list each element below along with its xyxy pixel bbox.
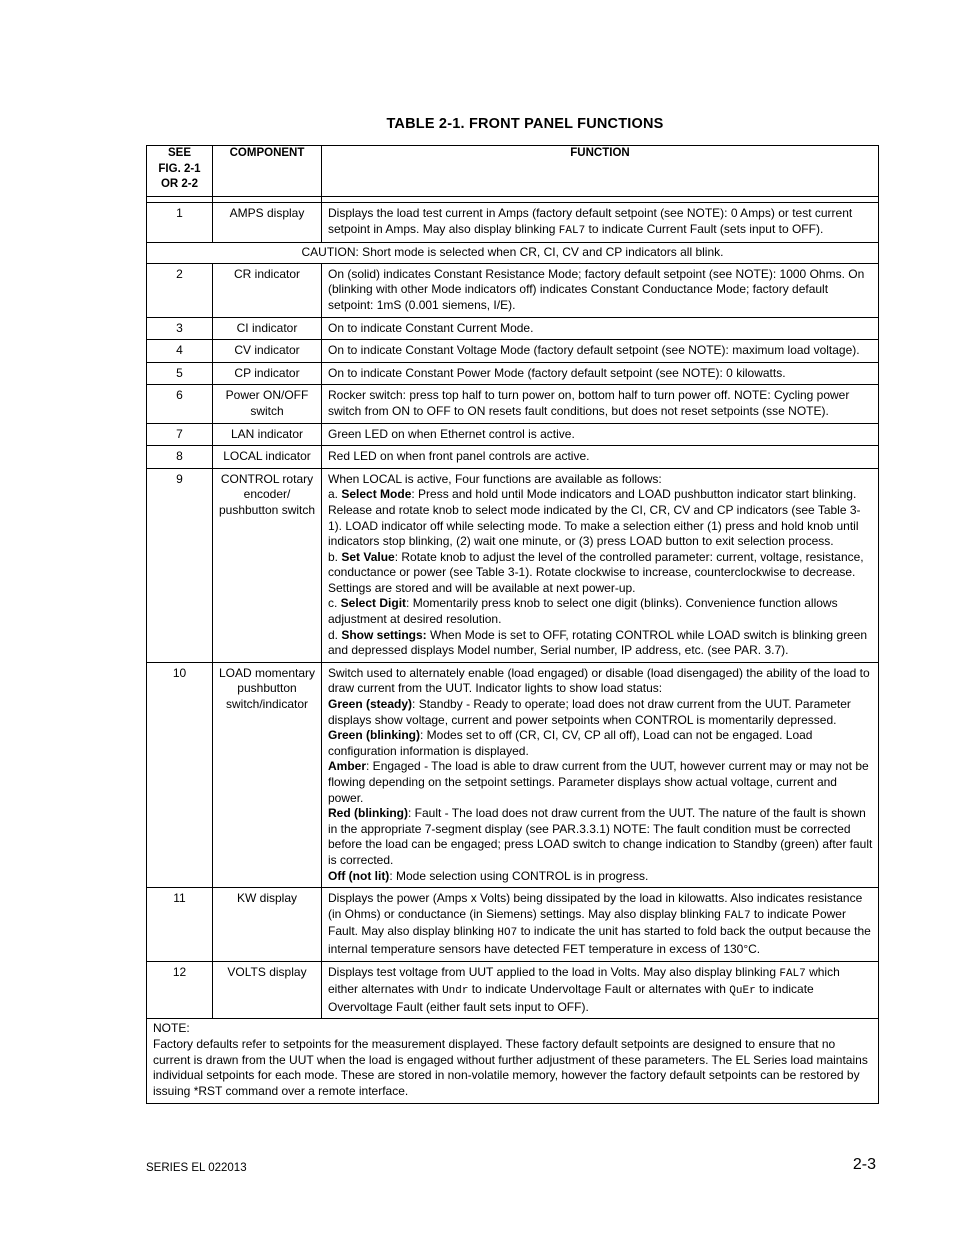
note-row bbox=[147, 1019, 879, 1104]
row-number: 5 bbox=[147, 362, 213, 385]
row-number: 12 bbox=[147, 961, 213, 1019]
function-item: c. Select Digit: Momentarily press knob to select one digit (blinks). Convenience function allows adjustment at desired resolution. bbox=[328, 596, 838, 627]
note-label: NOTE: bbox=[153, 1021, 190, 1036]
function-item: b. Set Value: Rotate knob to adjust the level of the controlled parameter: current, voltage, resistance, conductance or power (see Table 3-1). Rotate clockwise to increase, counterclockwise to decrease. Settings are stored and will be available at next power-up. bbox=[328, 549, 864, 595]
row-function: Displays the power (Amps x Volts) being dissipated by the load in kilowatts. Also indicates resistance (in Ohms) or conductance (in Siemens) settings. May also display blinking FAL7 to indicate Power Fault. May also display blinking HO7 to indicate the unit has started to fold back the output because the internal temperature sensors have detected FET temperature in excess of 130°C. bbox=[322, 888, 879, 961]
function-item: d. Show settings: When Mode is set to OFF, rotating CONTROL while LOAD switch is blinking green and depressed displays Model number, Serial number, IP address, etc. (see PAR. 3.7). bbox=[328, 627, 868, 658]
table-row bbox=[147, 961, 879, 1019]
header-function: FUNCTION bbox=[322, 146, 879, 197]
status-item: Amber: Engaged - The load is able to draw current from the UUT, however current may or may not be flowing depending on the setpoint settings. Parameter displays show actual voltage, current and power. bbox=[328, 759, 869, 805]
note-cell bbox=[147, 1019, 879, 1104]
row-function: On to indicate Constant Voltage Mode (factory default setpoint (see NOTE): maximum load voltage). bbox=[322, 340, 879, 363]
row-component: CP indicator bbox=[213, 362, 322, 385]
fault-code: QuEr bbox=[729, 985, 756, 998]
caution-text: CAUTION: Short mode is selected when CR, CI, CV and CP indicators all blink. bbox=[147, 243, 879, 264]
table-row bbox=[147, 263, 879, 317]
row-number: 1 bbox=[147, 203, 213, 243]
row-number: 11 bbox=[147, 888, 213, 961]
row-number: 6 bbox=[147, 385, 213, 423]
table-row bbox=[147, 203, 879, 243]
status-item: Green (steady): Standby - Ready to operate; load does not draw current from the UUT. Parameter displays show voltage, current and power setpoints when CONTROL is momentarily depressed. bbox=[328, 697, 851, 727]
table-row bbox=[147, 362, 879, 385]
row-component: KW display bbox=[213, 888, 322, 961]
page-number: 2-3 bbox=[852, 1156, 876, 1173]
footer-series: SERIES EL 022013 bbox=[146, 1162, 247, 1174]
table-row bbox=[147, 662, 879, 887]
row-function: On (solid) indicates Constant Resistance Mode; factory default setpoint (see NOTE): 1000 Ohms. On (blinking with other Mode indicators off) indicates Constant Conductance Mode; factory default setpoint: 1mS (0.001 siemens, I/E). bbox=[322, 263, 879, 317]
header-or-line: OR 2-2 bbox=[160, 178, 199, 191]
row-function: On to indicate Constant Current Mode. bbox=[322, 317, 879, 340]
row-function: On to indicate Constant Power Mode (factory default setpoint (see NOTE): 0 kilowatts. bbox=[322, 362, 879, 385]
page-title: TABLE 2-1. FRONT PANEL FUNCTIONS bbox=[386, 116, 664, 132]
header-component: COMPONENT bbox=[213, 146, 322, 197]
front-panel-functions-table bbox=[146, 145, 879, 1104]
row-function: Rocker switch: press top half to turn power on, bottom half to turn power off. NOTE: Cycling power switch from ON to OFF to ON resets fault conditions, but does not reset setpoints (sse NOTE). bbox=[322, 385, 879, 423]
row-component: Power ON/OFF switch bbox=[213, 385, 322, 423]
row-function bbox=[322, 662, 879, 887]
row-number: 8 bbox=[147, 446, 213, 469]
row-number: 2 bbox=[147, 263, 213, 317]
row-function: Displays the load test current in Amps (factory default setpoint (see NOTE): 0 Amps) or test current setpoint in Amps. May also display blinking FAL7 to indicate Current Fault (sets input to OFF). bbox=[322, 203, 879, 243]
row-function: Green LED on when Ethernet control is active. bbox=[322, 423, 879, 446]
function-item: a. Select Mode: Press and hold until Mode indicators and LOAD pushbutton indicator start blinking. Release and rotate knob to select mode indicated by the CI, CR, CV and CP indicators (see Table 3-1). LOAD indicator off while selecting mode. To make a selection either (1) press and hold knob until indicators stop blinking, (2) wait one minute, or (3) press LOAD button to exit selection process. bbox=[328, 487, 861, 549]
row-function: Red LED on when front panel controls are active. bbox=[322, 446, 879, 469]
fault-code: FAL7 bbox=[724, 909, 751, 922]
row-number: 10 bbox=[147, 662, 213, 887]
row-function bbox=[322, 468, 879, 662]
table-row bbox=[147, 423, 879, 446]
header-fig-line: FIG. 2-1 bbox=[158, 162, 201, 175]
note-text: Factory defaults refer to setpoints for the measurement displayed. These factory default setpoints are designed to ensure that no current is drawn from the UUT when the load is engaged without further adjustment of these parameters. The EL Series load maintains individual setpoints for each mode. These are stored in non-volatile memory, however the factory default setpoints can be restored by issuing *RST command over a remote interface. bbox=[153, 1036, 868, 1098]
row-function: Displays test voltage from UUT applied to the load in Volts. May also display blinking FAL7 which either alternates with Undr to indicate Undervoltage Fault or alternates with QuEr to indicate Overvoltage Fault (either fault sets input to OFF). bbox=[322, 961, 879, 1019]
table-row bbox=[147, 317, 879, 340]
row-component: CONTROL rotary encoder/ pushbutton switch bbox=[213, 468, 322, 662]
row-component: CR indicator bbox=[213, 263, 322, 317]
status-item: Off (not lit): Mode selection using CONTROL is in progress. bbox=[328, 868, 649, 883]
row-component: VOLTS display bbox=[213, 961, 322, 1019]
table-row bbox=[147, 446, 879, 469]
fault-code: HO7 bbox=[497, 927, 518, 940]
row-component: LOAD momentary pushbutton switch/indicator bbox=[213, 662, 322, 887]
row-number: 9 bbox=[147, 468, 213, 662]
table-row bbox=[147, 340, 879, 363]
function-intro: When LOCAL is active, Four functions are available as follows: bbox=[328, 471, 662, 486]
table-row bbox=[147, 468, 879, 662]
row-number: 4 bbox=[147, 340, 213, 363]
table-row bbox=[147, 385, 879, 423]
header-see-fig bbox=[147, 146, 213, 197]
fault-code: FAL7 bbox=[558, 224, 586, 237]
caution-row bbox=[147, 243, 879, 264]
status-item: Green (blinking): Modes set to off (CR, CI, CV, CP all off), Load can not be engaged. Load configuration information is displayed. bbox=[328, 728, 813, 758]
header-see-line: SEE bbox=[167, 147, 191, 159]
fault-code: Undr bbox=[442, 985, 469, 998]
row-component: LOCAL indicator bbox=[213, 446, 322, 469]
row-component: CI indicator bbox=[213, 317, 322, 340]
row-component: LAN indicator bbox=[213, 423, 322, 446]
table-header-row bbox=[147, 146, 879, 197]
status-item: Red (blinking): Fault - The load does not draw current from the UUT. The nature of the fault is shown in the appropriate 7-segment display (see PAR.3.3.1) NOTE: The fault condition must be corrected before the load can be engaged; press LOAD switch to change indication to Standby (green) after fault is corrected. bbox=[328, 806, 873, 867]
row-component: AMPS display bbox=[213, 203, 322, 243]
function-intro: Switch used to alternately enable (load engaged) or disable (load disengaged) the ability of the load to draw current from the UUT. Indicator lights to show load status: bbox=[328, 665, 870, 696]
table-row bbox=[147, 888, 879, 961]
fault-code: FAL7 bbox=[779, 967, 806, 980]
row-number: 7 bbox=[147, 423, 213, 446]
row-number: 3 bbox=[147, 317, 213, 340]
row-component: CV indicator bbox=[213, 340, 322, 363]
